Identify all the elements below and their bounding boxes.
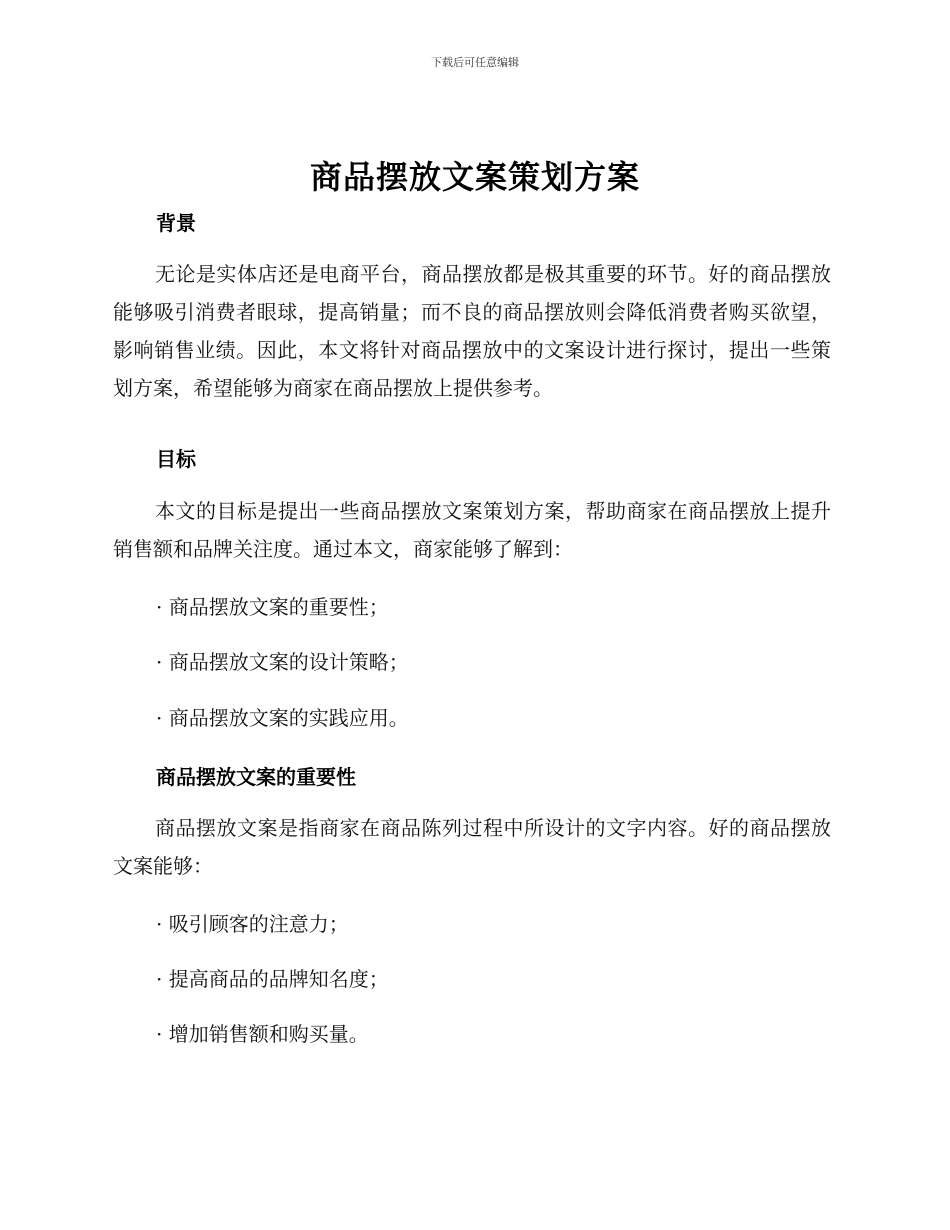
list-item: · 提高商品的品牌知名度； [156, 967, 389, 991]
paragraph-importance: 商品摆放文案是指商家在商品陈列过程中所设计的文字内容。好的商品摆放文案能够： [113, 816, 831, 878]
section-heading-importance: 商品摆放文案的重要性 [156, 765, 356, 789]
list-item: · 商品摆放文案的重要性； [156, 595, 389, 619]
document-title: 商品摆放文案策划方案 [309, 158, 640, 196]
list-item: · 商品摆放文案的实践应用。 [156, 706, 409, 730]
list-item: · 商品摆放文案的设计策略； [156, 650, 409, 674]
list-item: · 吸引顾客的注意力； [156, 912, 349, 936]
section-heading-goal: 目标 [156, 447, 196, 471]
section-heading-background: 背景 [156, 211, 196, 235]
header-note: 下载后可任意编辑 [431, 56, 519, 69]
paragraph-background: 无论是实体店还是电商平台，商品摆放都是极其重要的环节。好的商品摆放能够吸引消费者眼球，提高销量；而不良的商品摆放则会降低消费者购买欲望，影响销售业绩。因此，本文将针对商品摆放中的文案设计进行探讨，提出一些策划方案，希望能够为商家在商品摆放上提供参考。 [113, 262, 831, 400]
paragraph-goal: 本文的目标是提出一些商品摆放文案策划方案，帮助商家在商品摆放上提升销售额和品牌关注度。通过本文，商家能够了解到： [113, 499, 831, 561]
list-item: · 增加销售额和购买量。 [156, 1022, 369, 1046]
